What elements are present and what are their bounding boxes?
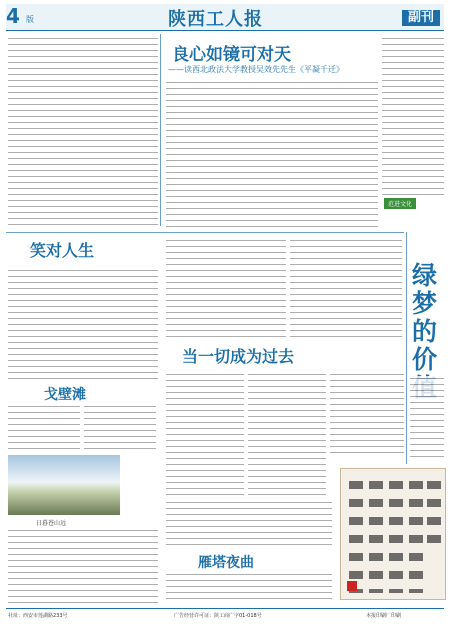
section-divider [6, 232, 404, 233]
photo-caption: 日暮苍山远 [36, 520, 67, 527]
article-body-right-top [382, 36, 444, 196]
seal-stamp [347, 581, 357, 591]
calligraphy-artwork [340, 468, 446, 600]
badge-label: 范进文化 [384, 198, 416, 209]
bottom-article-middle [166, 500, 332, 548]
past-headline: 当一切成为过去 [182, 347, 295, 366]
past-poem-col3 [330, 372, 404, 458]
column-divider-right [406, 232, 407, 464]
masthead-rule [6, 30, 444, 31]
ge-headline: 戈壁滩 [44, 387, 86, 403]
footer-printer: 本报印刷厂印刷 [366, 613, 402, 619]
newspaper-logo: 陕西工人报 [168, 9, 263, 30]
page-number: 4 [6, 4, 20, 28]
edition-label: 版 [26, 15, 34, 24]
footer-address: 社址：西安市莲湖路233号 [8, 613, 68, 619]
night-headline: 雁塔夜曲 [198, 555, 254, 571]
past-poem-col2 [248, 372, 326, 496]
middle-article-body [166, 238, 286, 338]
footer [6, 608, 444, 623]
green-article-body [410, 376, 444, 462]
main-headline: 良心如镜可对天 [172, 45, 291, 65]
humor-headline: 笑对人生 [30, 241, 95, 260]
article-body-left-top [8, 36, 158, 228]
humor-article-body [8, 268, 158, 380]
footer-license: 广告经营许可证：陕工商广字01-018号 [174, 613, 262, 619]
main-article-body [166, 80, 378, 228]
night-article-body [166, 572, 332, 604]
bottom-article-left [8, 528, 158, 604]
main-subhead: ——读西北政法大学教授吴效先先生《平凝千迁》 [168, 65, 344, 74]
middle-article-body-2 [290, 238, 402, 338]
section-label: 副刊 [402, 10, 440, 26]
ge-poem-right [84, 404, 156, 452]
green-headline: 绿梦的价 [412, 261, 438, 374]
ge-poem-left [8, 404, 80, 452]
column-divider [160, 34, 161, 226]
past-poem-col1 [166, 372, 244, 496]
landscape-photo [8, 455, 120, 515]
